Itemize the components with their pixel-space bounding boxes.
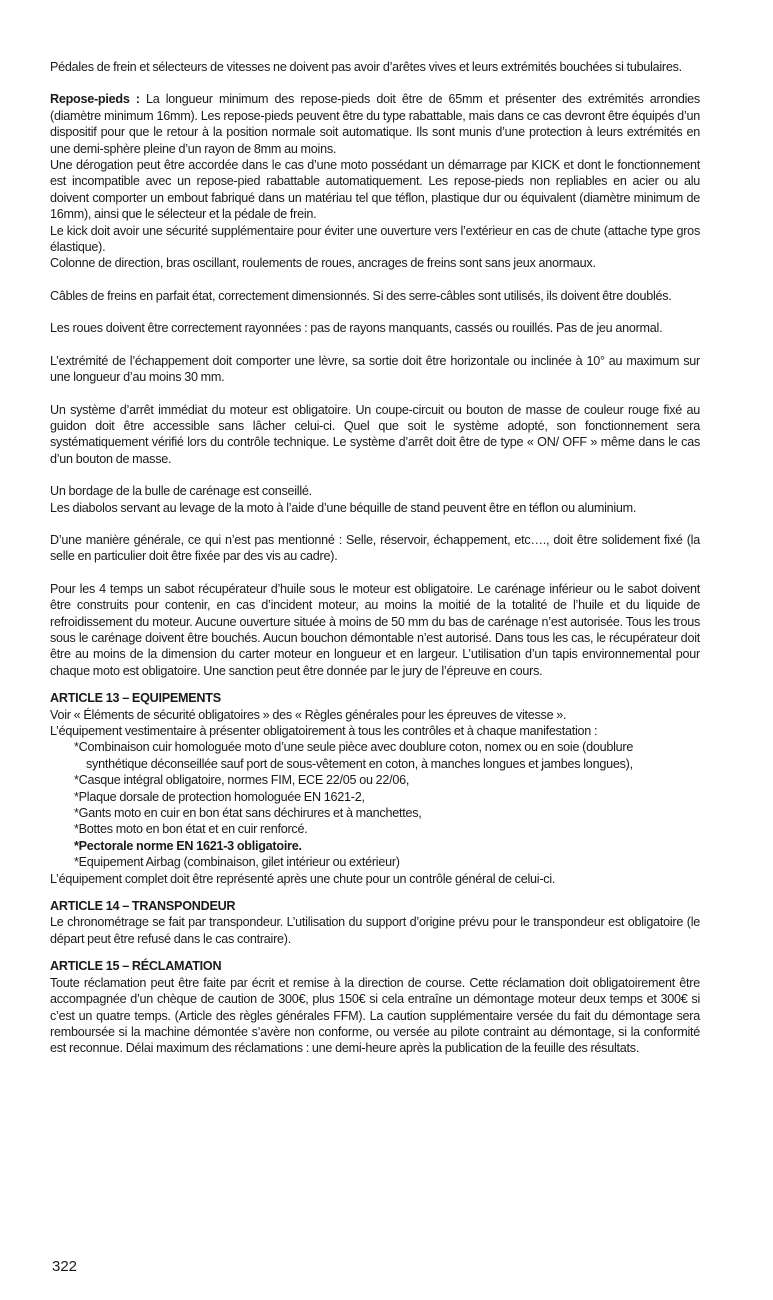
article-14-heading: ARTICLE 14 – TRANSPONDEUR [50, 899, 236, 914]
equipment-item-suit: *Combinaison cuir homologuée moto d’une seule pièce avec doublure coton, nomex ou en soie (doublure [74, 740, 634, 755]
equipment-item-gloves: *Gants moto en cuir en bon état sans déchirures et à manchettes, [74, 806, 422, 821]
equipment-item-helmet: *Casque intégral obligatoire, normes FIM, ECE 22/05 ou 22/06, [74, 773, 410, 788]
page-body [50, 59, 700, 1057]
paragraph-brake-cables: Câbles de freins en parfait état, correctement dimensionnés. Si des serre-câbles sont utilisés, ils doivent être doublés. [50, 288, 672, 303]
paragraph-kill-switch: Un système d’arrêt immédiat du moteur est obligatoire. Un coupe-circuit ou bouton de masse de couleur rouge fixé au guidon doit être accessible sans lâcher celui-ci. Quel que soit le système adopté, son fonctionnement sera systématiquement vérifié lors du contrôle technique. Le système d’arrêt doit être de type « ON/ OFF » même dans le cas d’un bouton de masse. [50, 402, 700, 466]
equipment-item-chest-protector: *Pectorale norme EN 1621-3 obligatoire. [74, 838, 302, 853]
paragraph-exhaust: L’extrémité de l’échappement doit comporter une lèvre, sa sortie doit être horizontale ou inclinée à 10° au maximum sur une longueur d’au moins 30 mm. [50, 353, 700, 385]
article-13-closing: L’équipement complet doit être représenté après une chute pour un contrôle général de celui-ci. [50, 871, 556, 886]
paragraph-pedals: Pédales de frein et sélecteurs de vitesses ne doivent pas avoir d’arêtes vives et leurs extrémités bouchées si tubulaires. [50, 60, 682, 74]
article-15-text: Toute réclamation peut être faite par écrit et remise à la direction de course. Cette réclamation doit obligatoirement être accompagnée d’un chèque de caution de 300€, plus 150€ si cela entraîne un démontage moteur deux temps et 300€ si c’est un quatre temps. (Article des règles générales FFM). La caution supplémentaire versée du fait du démontage sera remboursée si la machine démontée s’avère non conforme, ou versée au pilote contraint au démontage, si la conformité est reconnue. Délai maximum des réclamations : une demi-heure après la publication de la feuille des résultats. [50, 975, 700, 1056]
paragraph-wheels: Les roues doivent être correctement rayonnées : pas de rayons manquants, cassés ou rouillés. Pas de jeu anormal. [50, 321, 663, 336]
paragraph-fairing: Un bordage de la bulle de carénage est conseillé. [50, 484, 312, 499]
page-number: 322 [52, 1258, 78, 1275]
paragraph-kick: Le kick doit avoir une sécurité supplémentaire pour éviter une ouverture vers l’extérieur en cas de chute (attache type gros élastique). [50, 223, 700, 255]
paragraph-steering: Colonne de direction, bras oscillant, roulements de roues, ancrages de freins sont sans jeux anormaux. [50, 256, 596, 271]
equipment-item-boots: *Bottes moto en bon état et en cuir renforcé. [74, 822, 308, 837]
article-13-intro-2: L’équipement vestimentaire à présenter obligatoirement à tous les contrôles et à chaque manifestation : [50, 724, 598, 738]
article-13-heading: ARTICLE 13 – EQUIPEMENTS [50, 691, 221, 706]
article-13-intro-1: Voir « Éléments de sécurité obligatoires » des « Règles générales pour les épreuves de vitesse ». [50, 707, 567, 722]
footrests-text: La longueur minimum des repose-pieds doit être de 65mm et présenter des extrémités arrondies (diamètre minimum 16mm). Les repose-pieds peuvent être du type rabattable, mais dans ce cas devront être équipés d’un dispositif pour que le retour à la position normale soit automatique. Ils sont munis d’une protection à leurs extrémités en une demi-sphère pleine d’un rayon de 8mm au moins. [50, 92, 700, 156]
article-15-heading: ARTICLE 15 – RÉCLAMATION [50, 959, 222, 974]
paragraph-footrests [50, 91, 700, 157]
article-14-text: Le chronométrage se fait par transpondeur. L’utilisation du support d’origine prévu pour le transpondeur est obligatoire (le départ peut être refusé dans le cas contraire). [50, 915, 700, 946]
equipment-item-suit-cont: synthétique déconseillée sauf port de sous-vêtement en coton, à manches longues et jambes longues), [86, 756, 633, 771]
paragraph-oil-catcher: Pour les 4 temps un sabot récupérateur d’huile sous le moteur est obligatoire. Le carénage inférieur ou le sabot doivent être construits pour contenir, en cas d’incident moteur, au moins la moitié de la totalité de l’huile et du liquide de refroidissement du moteur. Aucune ouverture située à moins de 50 mm du bas de carénage n’est autorisée. Tous les trous sous le carénage doivent être bouchés. Aucun bouchon démontable n’est autorisé. Dans tous les cas, le récupérateur doit être au moins de la dimension du carter moteur en longueur et en largeur. L’utilisation d’un tapis environnemental pour chaque moto est obligatoire. Une sanction peut être donnée par le jury de l’épreuve en cours. [50, 581, 700, 678]
equipment-item-airbag: *Equipement Airbag (combinaison, gilet intérieur ou extérieur) [74, 855, 400, 870]
footrests-label: Repose-pieds : [50, 92, 140, 107]
paragraph-spools: Les diabolos servant au levage de la moto à l’aide d’une béquille de stand peuvent être en téflon ou aluminium. [50, 500, 637, 515]
paragraph-general-fixing: D’une manière générale, ce qui n’est pas mentionné : Selle, réservoir, échappement, etc…., doit être solidement fixé (la selle en particulier doit être fixée par des vis au cadre). [50, 532, 700, 564]
paragraph-derogation: Une dérogation peut être accordée dans le cas d’une moto possédant un démarrage par KICK et dont le fonctionnement est incompatible avec un repose-pied rabattable automatiquement. Les repose-pieds non repliables en acier ou alu doivent comporter un embout fabriqué dans un matériau tel que téflon, plastique dur ou équivalent (diamètre minimum de 16mm), ainsi que le sélecteur et la pédale de frein. [50, 158, 700, 222]
equipment-item-back-protector: *Plaque dorsale de protection homologuée EN 1621-2, [74, 789, 365, 804]
